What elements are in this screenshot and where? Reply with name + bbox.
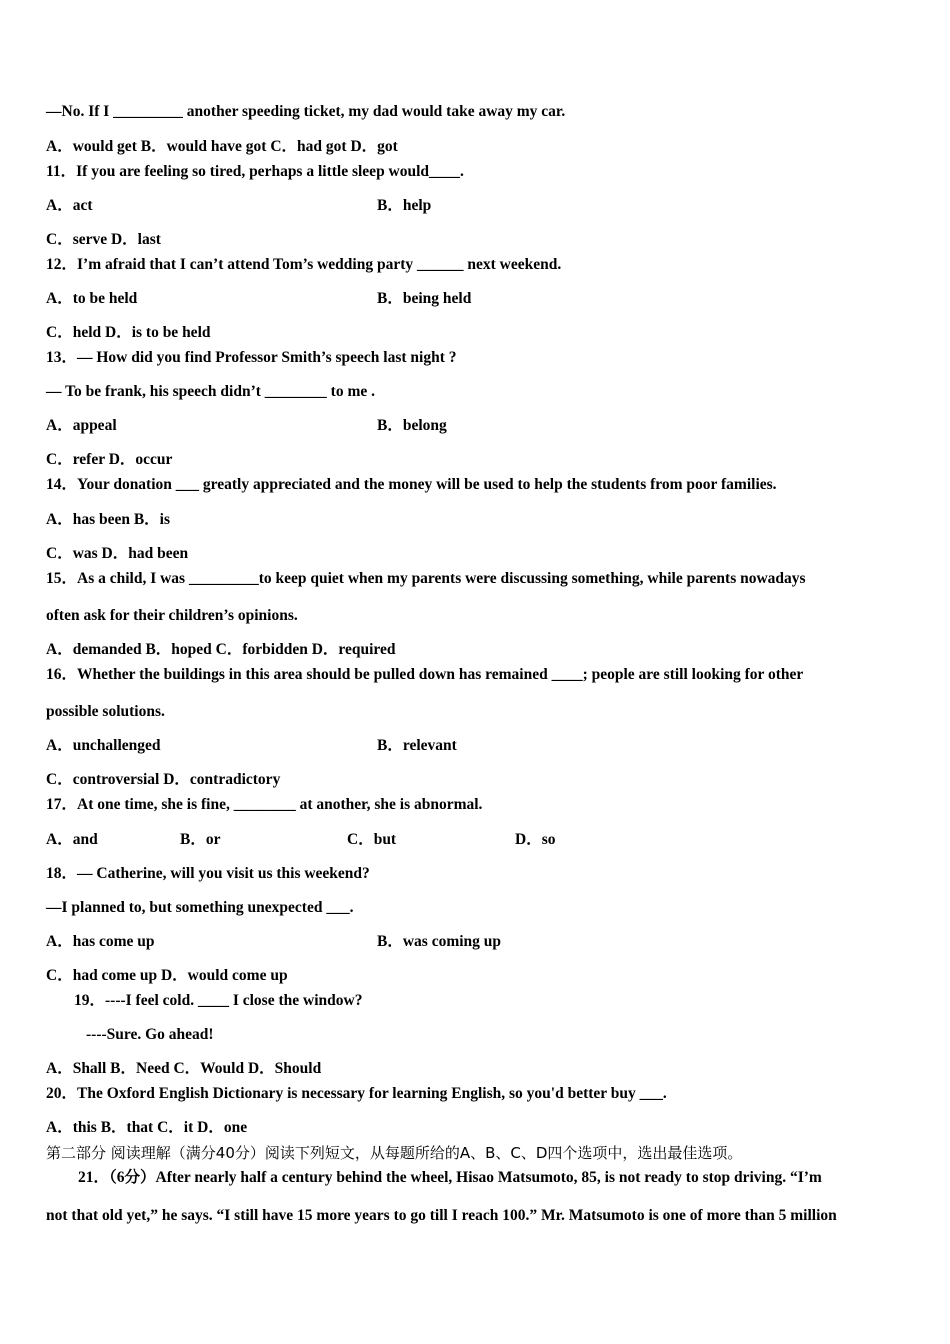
q10-options: A．would get B．would have got C．had got D．got [46, 138, 398, 155]
q20-stem: 20．The Oxford English Dictionary is necessary for learning English, so you'd better buy ___. [46, 1085, 667, 1102]
q19-stem: 19．----I feel cold. ____ I close the window? [74, 992, 363, 1009]
q14-options-ab: A．has been B．is [46, 511, 171, 528]
q14-options-cd: C．was D．had been [46, 545, 189, 562]
q19-options: A．Shall B．Need C．Would D．Should [46, 1060, 322, 1077]
q11-option-a: A．act [46, 197, 93, 214]
q20-options: A．this B．that C．it D．one [46, 1119, 248, 1136]
q13-option-b: B．belong [377, 417, 447, 434]
q17-option-d: D．so [515, 831, 556, 848]
q12-stem: 12．I’m afraid that I can’t attend Tom’s wedding party ______ next weekend. [46, 256, 562, 273]
q13-stem: 13．— How did you find Professor Smith’s speech last night ? [46, 349, 457, 366]
q15-stem-cont: often ask for their children’s opinions. [46, 607, 298, 624]
q18-option-a: A．has come up [46, 933, 155, 950]
q11-stem: 11．If you are feeling so tired, perhaps a little sleep would____. [46, 163, 464, 180]
q16-options-cd: C．controversial D．contradictory [46, 771, 281, 788]
q11-options-cd: C．serve D．last [46, 231, 161, 248]
q17-option-c: C．but [347, 831, 397, 848]
q21-passage-line-2: not that old yet,” he says. “I still have 15 more years to go till I reach 100.” Mr. Matsumoto is one of more than 5 million [46, 1207, 837, 1224]
q17-option-a: A．and [46, 831, 98, 848]
q10-answer-line: —No. If I _________ another speeding ticket, my dad would take away my car. [46, 103, 566, 120]
q13-reply: — To be frank, his speech didn’t ________ to me . [46, 383, 375, 400]
q18-option-b: B．was coming up [377, 933, 502, 950]
q17-stem: 17．At one time, she is fine, ________ at another, she is abnormal. [46, 796, 483, 813]
q19-reply: ----Sure. Go ahead! [86, 1026, 214, 1043]
q12-option-a: A．to be held [46, 290, 138, 307]
q12-option-b: B．being held [377, 290, 472, 307]
q17-option-b: B．or [180, 831, 221, 848]
q13-options-cd: C．refer D．occur [46, 451, 173, 468]
q15-stem: 15．As a child, I was _________to keep quiet when my parents were discussing something, while parents nowadays [46, 570, 806, 587]
q18-stem: 18．— Catherine, will you visit us this weekend? [46, 865, 370, 882]
q13-option-a: A．appeal [46, 417, 117, 434]
q11-option-b: B．help [377, 197, 432, 214]
q21-passage-line-1: 21．（6分）After nearly half a century behind the wheel, Hisao Matsumoto, 85, is not ready to stop driving. “I’m [78, 1169, 822, 1186]
q18-reply: —I planned to, but something unexpected ___. [46, 899, 354, 916]
q14-stem: 14．Your donation ___ greatly appreciated and the money will be used to help the students from poor families. [46, 476, 777, 493]
q12-options-cd: C．held D．is to be held [46, 324, 211, 341]
q18-options-cd: C．had come up D．would come up [46, 967, 288, 984]
q16-option-b: B．relevant [377, 737, 457, 754]
q16-stem-cont: possible solutions. [46, 703, 165, 720]
section-2-heading: 第二部分 阅读理解（满分40分）阅读下列短文，从每题所给的A、B、C、D四个选项中，选出最佳选项。 [46, 1144, 743, 1162]
q15-options: A．demanded B．hoped C．forbidden D．required [46, 641, 396, 658]
q16-stem: 16．Whether the buildings in this area should be pulled down has remained ____; people are still looking for other [46, 666, 804, 683]
q16-option-a: A．unchallenged [46, 737, 161, 754]
